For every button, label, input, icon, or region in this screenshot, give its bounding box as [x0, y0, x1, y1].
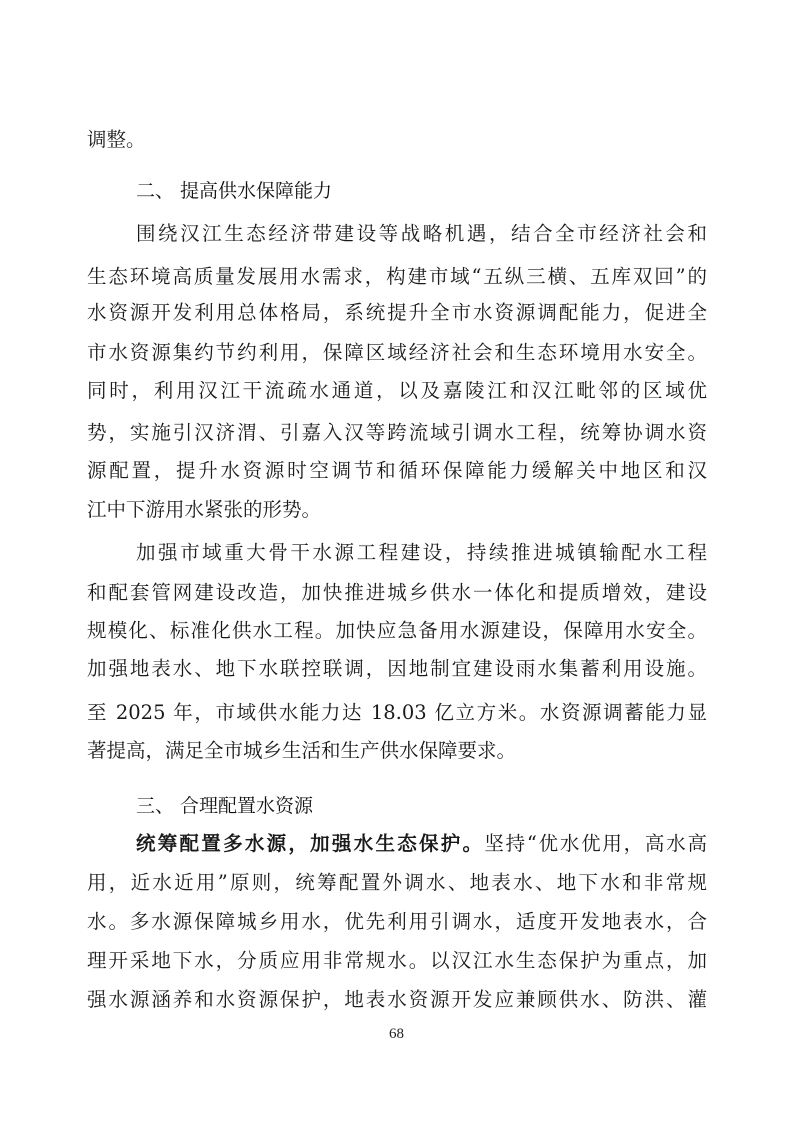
paragraph-line: 源配置，提升水资源时空调节和循环保障能力缓解关中地区和汉: [87, 459, 707, 482]
paragraph-line: 强水源涵养和水资源保护，地表水资源开发应兼顾供水、防洪、灌: [87, 988, 707, 1011]
paragraph-line: 江中下游用水紧张的形势。: [87, 498, 322, 521]
paragraph-line: 加强市域重大骨干水源工程建设，持续推进城镇输配水工程: [136, 541, 707, 564]
paragraph-line: 水。多水源保障城乡用水，优先利用引调水，适度开发地表水，合: [87, 910, 707, 933]
bold-lead-phrase: 统筹配置多水源，加强水生态保护。: [136, 832, 485, 855]
paragraph-line: 生态环境高质量发展用水需求，构建市域“五纵三横、五库双回”的: [87, 265, 707, 288]
paragraph-line: [136, 832, 707, 856]
paragraph-line: 同时，利用汉江干流疏水通道，以及嘉陵江和汉江毗邻的区域优: [87, 379, 707, 402]
paragraph-line: 著提高，满足全市城乡生活和生产供水保障要求。: [87, 739, 517, 762]
paragraph-line: 市水资源集约节约利用，保障区域经济社会和生态环境用水安全。: [87, 341, 707, 364]
paragraph-line: 规模化、标准化供水工程。加快应急备用水源建设，保障用水安全。: [87, 619, 707, 642]
page-number: 68: [389, 1026, 404, 1042]
section-heading-2: 二、 提高供水保障能力: [136, 180, 333, 202]
paragraph-line: 围绕汉江生态经济带建设等战略机遇，结合全市经济社会和: [136, 222, 707, 245]
paragraph-line: 势，实施引汉济渭、引嘉入汉等跨流域引调水工程，统筹协调水资: [87, 421, 707, 444]
lead-continuation: 坚持“优水优用，高水高: [484, 832, 707, 855]
paragraph-line: 和配套管网建设改造，加快推进城乡供水一体化和提质增效，建设: [87, 581, 707, 604]
paragraph-line: 加强地表水、地下水联控联调，因地制宜建设雨水集蓄利用设施。: [87, 657, 707, 680]
paragraph-line: 水资源开发利用总体格局，系统提升全市水资源调配能力，促进全: [87, 301, 707, 324]
paragraph-line: 用，近水近用”原则，统筹配置外调水、地表水、地下水和非常规: [87, 871, 707, 894]
paragraph-line: 调整。: [87, 128, 146, 151]
paragraph-line: 理开采地下水，分质应用非常规水。以汉江水生态保护为重点，加: [87, 949, 707, 972]
section-heading-3: 三、 合理配置水资源: [136, 795, 314, 817]
paragraph-line: 至 2025 年，市域供水能力达 18.03 亿立方米。水资源调蓄能力显: [87, 701, 707, 724]
